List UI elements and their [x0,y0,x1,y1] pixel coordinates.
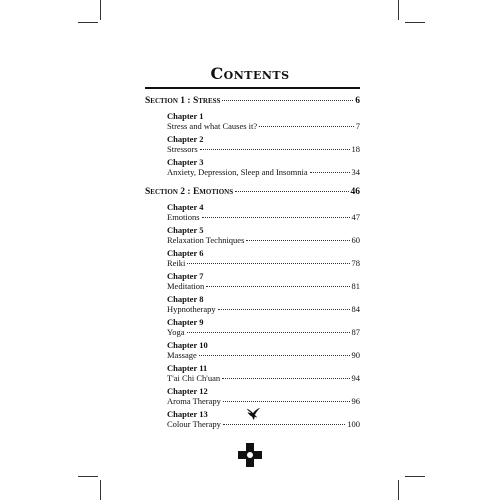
dot-leader [200,149,350,150]
chapter-number: Chapter 6 [167,248,204,258]
dot-leader [222,378,349,379]
dot-leader [223,424,345,425]
chapter-title: Aroma Therapy [167,396,221,406]
chapter-number: Chapter 8 [167,294,204,304]
dot-leader [187,332,350,333]
chapter-page: 34 [351,167,360,177]
crop-mark-bottom-right-h [405,476,425,477]
chapter-page: 100 [347,419,360,429]
chapter-title: Meditation [167,281,205,291]
chapter-entry[interactable] [145,294,360,314]
crop-mark-bottom-left-h [78,476,98,477]
chapter-entry[interactable] [145,340,360,360]
chapter-number: Chapter 3 [167,157,204,167]
chapter-title: Anxiety, Depression, Sleep and Insomnia [167,167,308,177]
chapter-entry[interactable] [145,225,360,245]
crop-mark-top-right-h [405,22,425,23]
crop-mark-top-left-h [78,22,98,23]
chapter-title: Emotions [167,212,200,222]
section-page: 46 [350,187,360,197]
dot-leader [187,263,349,264]
chapter-number: Chapter 13 [167,409,208,419]
table-of-contents [145,96,360,429]
chapter-title: Relaxation Techniques [167,235,245,245]
section-label: Section 1 : Stress [145,96,221,106]
title-rule [145,87,360,89]
dot-leader [222,100,353,101]
dot-leader [310,172,350,173]
cross-emblem-icon [237,442,263,468]
chapter-title: Stressors [167,144,198,154]
chapter-page: 84 [351,304,360,314]
section-label: Section 2 : Emotions [145,187,234,197]
crop-mark-bottom-left-v [100,480,101,500]
chapter-entry[interactable] [145,271,360,291]
dot-leader [202,217,350,218]
dot-leader [223,401,350,402]
chapter-title: Yoga [167,327,185,337]
chapter-number: Chapter 2 [167,134,204,144]
chapter-page: 96 [351,396,360,406]
crop-mark-top-right-v [398,0,399,20]
chapter-title: T'ai Chi Ch'uan [167,373,221,383]
chapter-number: Chapter 10 [167,340,208,350]
chapter-title: Hypnotherapy [167,304,216,314]
chapter-title: Stress and what Causes it? [167,121,258,131]
dot-leader [199,355,350,356]
chapter-number: Chapter 9 [167,317,204,327]
chapter-page: 81 [351,281,360,291]
page-title: Contents [210,64,290,83]
crop-mark-top-left-v [100,0,101,20]
chapter-title: Colour Therapy [167,419,221,429]
chapter-entry[interactable] [145,317,360,337]
chapter-page: 7 [355,121,360,131]
chapter-entry[interactable] [145,202,360,222]
chapter-entry[interactable] [145,111,360,131]
dot-leader [206,286,349,287]
chapter-title: Reiki [167,258,186,268]
section-heading[interactable] [145,187,360,199]
chapter-number: Chapter 4 [167,202,204,212]
chapter-page: 90 [351,350,360,360]
chapter-page: 60 [351,235,360,245]
chapter-entry[interactable] [145,157,360,177]
bird-emblem-icon [244,405,262,423]
chapter-entry[interactable] [145,248,360,268]
dot-leader [259,126,354,127]
chapter-page: 47 [351,212,360,222]
chapter-number: Chapter 1 [167,111,204,121]
chapter-entry[interactable] [145,386,360,406]
chapter-number: Chapter 12 [167,386,208,396]
chapter-page: 87 [351,327,360,337]
dot-leader [218,309,350,310]
chapter-entry[interactable] [145,134,360,154]
chapter-number: Chapter 5 [167,225,204,235]
chapter-number: Chapter 7 [167,271,204,281]
chapter-title: Massage [167,350,197,360]
dot-leader [235,191,348,192]
chapter-entry[interactable] [145,363,360,383]
section-page: 6 [355,96,360,106]
section-heading[interactable] [145,96,360,108]
dot-leader [246,240,349,241]
chapter-page: 78 [351,258,360,268]
chapter-number: Chapter 11 [167,363,208,373]
crop-mark-bottom-right-v [398,480,399,500]
chapter-page: 94 [351,373,360,383]
chapter-page: 18 [351,144,360,154]
